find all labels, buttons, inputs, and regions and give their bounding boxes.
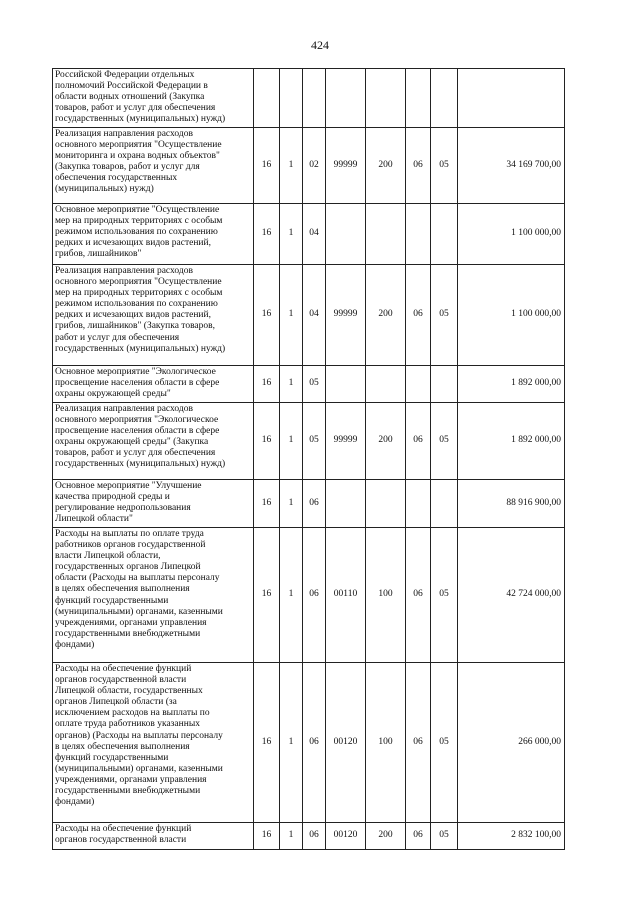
section-code: 1 (280, 265, 303, 366)
admin-code: 16 (254, 663, 280, 823)
admin-code: 16 (254, 403, 280, 480)
amount: 1 892 000,00 (458, 366, 565, 403)
subsection-code: 04 (303, 204, 326, 265)
section-group: 06 (406, 128, 431, 204)
expense-type (366, 69, 406, 128)
amount: 2 832 100,00 (458, 823, 565, 850)
target-code (326, 366, 366, 403)
amount (458, 69, 565, 128)
expense-type: 200 (366, 128, 406, 204)
row-description: Расходы на обеспечение функций органов государственной власти (53, 823, 254, 850)
subsection-code: 06 (303, 480, 326, 528)
table-row (53, 128, 565, 204)
table-row (53, 265, 565, 366)
target-code: 99999 (326, 403, 366, 480)
target-code: 99999 (326, 128, 366, 204)
table-row (53, 69, 565, 128)
section-group: 06 (406, 528, 431, 663)
subsection-group (431, 366, 458, 403)
target-code: 00120 (326, 823, 366, 850)
expense-type: 200 (366, 403, 406, 480)
section-group (406, 366, 431, 403)
amount: 1 892 000,00 (458, 403, 565, 480)
table-row (53, 480, 565, 528)
amount: 42 724 000,00 (458, 528, 565, 663)
section-group: 06 (406, 265, 431, 366)
subsection-group: 05 (431, 265, 458, 366)
section-code: 1 (280, 480, 303, 528)
section-group (406, 204, 431, 265)
admin-code: 16 (254, 528, 280, 663)
target-code: 00120 (326, 663, 366, 823)
table-row (53, 204, 565, 265)
expense-type (366, 480, 406, 528)
subsection-code: 05 (303, 366, 326, 403)
section-group (406, 69, 431, 128)
subsection-code: 05 (303, 403, 326, 480)
admin-code: 16 (254, 204, 280, 265)
section-code: 1 (280, 366, 303, 403)
section-group: 06 (406, 823, 431, 850)
row-description: Расходы на выплаты по оплате труда работников органов государственной власти Липецкой области, государственных органов Липецкой области (Расходы на выплаты персоналу в целях обеспечения выполнения функций государственными (муниципальными) органами, казенными учреждениями, органами управления государственными внебюджетными фондами) (53, 528, 254, 663)
row-description: Основное мероприятие "Осуществление мер на природных территориях с особым режимом использования по сохранению редких и исчезающих видов растений, грибов, лишайников" (53, 204, 254, 265)
amount: 1 100 000,00 (458, 204, 565, 265)
expense-type: 200 (366, 265, 406, 366)
subsection-group: 05 (431, 663, 458, 823)
table-row (53, 663, 565, 823)
section-code: 1 (280, 663, 303, 823)
subsection-group: 05 (431, 128, 458, 204)
target-code (326, 204, 366, 265)
section-code: 1 (280, 128, 303, 204)
admin-code (254, 69, 280, 128)
section-group: 06 (406, 663, 431, 823)
expense-type (366, 366, 406, 403)
target-code: 99999 (326, 265, 366, 366)
row-description: Расходы на обеспечение функций органов государственной власти Липецкой области, государственных органов Липецкой области (за исключением расходов на выплаты по оплате труда работников указанных органов) (Расходы на выплаты персоналу в целях обеспечения выполнения функций государственными (муниципальными) органами, казенными учреждениями, органами управления государственными внебюджетными фондами) (53, 663, 254, 823)
row-description: Основное мероприятие "Улучшение качества природной среды и регулирование недропользования Липецкой области" (53, 480, 254, 528)
target-code: 00110 (326, 528, 366, 663)
expense-type: 100 (366, 663, 406, 823)
expense-type: 100 (366, 528, 406, 663)
section-group (406, 480, 431, 528)
admin-code: 16 (254, 480, 280, 528)
row-description: Российской Федерации отдельных полномочий Российской Федерации в области водных отношений (Закупка товаров, работ и услуг для обеспечения государственных (муниципальных) нужд) (53, 69, 254, 128)
target-code (326, 69, 366, 128)
section-code: 1 (280, 204, 303, 265)
row-description: Реализация направления расходов основного мероприятия "Экологическое просвещение населения области в сфере охраны окружающей среды" (Закупка товаров, работ и услуг для обеспечения государственных (муниципальных) нужд) (53, 403, 254, 480)
page-number: 424 (311, 38, 329, 52)
row-description: Реализация направления расходов основного мероприятия "Осуществление мер на природных территориях с особым режимом использования по сохранению редких и исчезающих видов растений, грибов, лишайников" (Закупка товаров, работ и услуг для обеспечения государственных (муниципальных) нужд) (53, 265, 254, 366)
section-code: 1 (280, 823, 303, 850)
subsection-code: 02 (303, 128, 326, 204)
table-row (53, 366, 565, 403)
admin-code: 16 (254, 265, 280, 366)
expense-type: 200 (366, 823, 406, 850)
amount: 88 916 900,00 (458, 480, 565, 528)
row-description: Основное мероприятие "Экологическое просвещение населения области в сфере охраны окружающей среды" (53, 366, 254, 403)
subsection-group (431, 204, 458, 265)
subsection-group: 05 (431, 403, 458, 480)
subsection-code: 06 (303, 823, 326, 850)
subsection-code: 06 (303, 663, 326, 823)
amount: 266 000,00 (458, 663, 565, 823)
subsection-code: 04 (303, 265, 326, 366)
table-row (53, 823, 565, 850)
budget-table (52, 68, 565, 850)
row-description: Реализация направления расходов основного мероприятия "Осуществление мониторинга и охрана водных объектов" (Закупка товаров, работ и услуг для обеспечения государственных (муниципальных) нужд) (53, 128, 254, 204)
amount: 1 100 000,00 (458, 265, 565, 366)
admin-code: 16 (254, 823, 280, 850)
admin-code: 16 (254, 128, 280, 204)
target-code (326, 480, 366, 528)
section-code: 1 (280, 403, 303, 480)
amount: 34 169 700,00 (458, 128, 565, 204)
subsection-code (303, 69, 326, 128)
expense-type (366, 204, 406, 265)
subsection-group (431, 69, 458, 128)
section-code (280, 69, 303, 128)
subsection-group (431, 480, 458, 528)
subsection-group: 05 (431, 528, 458, 663)
table-row (53, 403, 565, 480)
section-code: 1 (280, 528, 303, 663)
section-group: 06 (406, 403, 431, 480)
table-row (53, 528, 565, 663)
subsection-code: 06 (303, 528, 326, 663)
admin-code: 16 (254, 366, 280, 403)
subsection-group: 05 (431, 823, 458, 850)
